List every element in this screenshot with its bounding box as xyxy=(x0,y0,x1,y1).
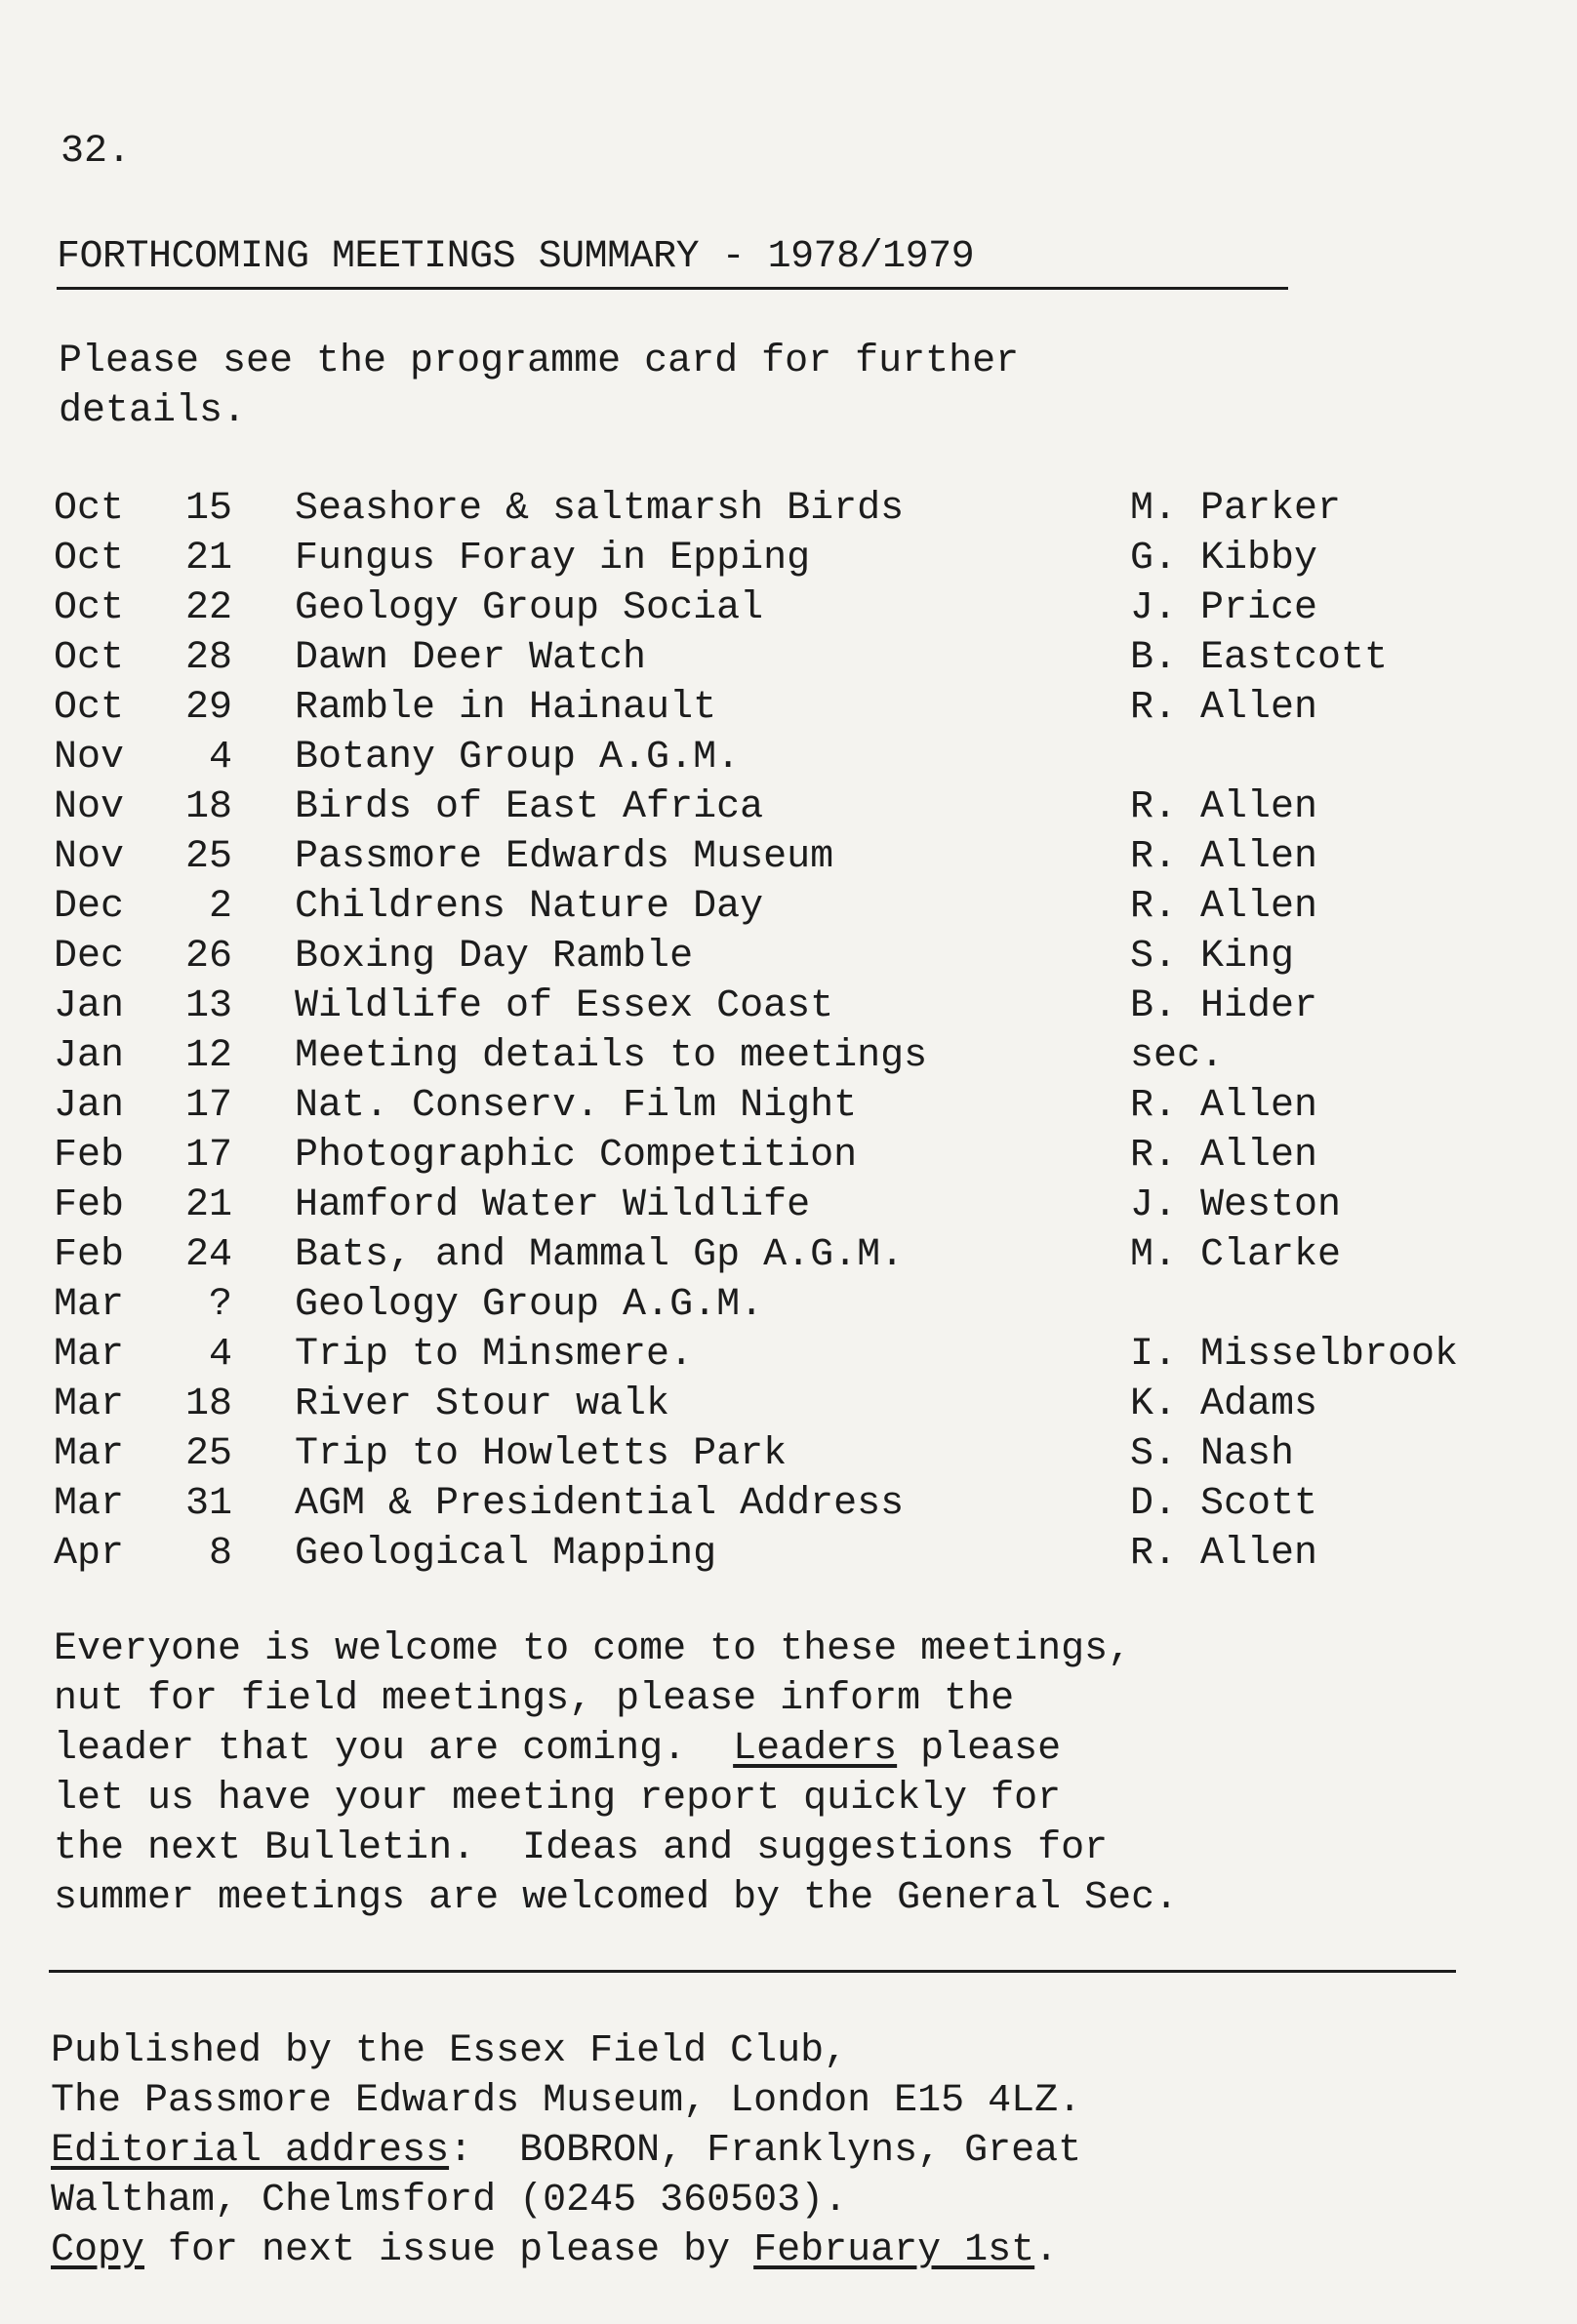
meeting-day: 15 xyxy=(184,487,232,531)
meeting-event: Boxing Day Ramble xyxy=(295,935,694,979)
paragraph-line: the next Bulletin. Ideas and suggestions for xyxy=(54,1826,1109,1870)
meeting-row xyxy=(54,633,1557,683)
meeting-month: Feb xyxy=(54,1233,125,1277)
meeting-row xyxy=(54,1031,1557,1081)
meeting-row xyxy=(54,484,1557,534)
meeting-row xyxy=(54,534,1557,583)
meeting-event: Birds of East Africa xyxy=(295,785,764,829)
meeting-day: 21 xyxy=(184,1183,232,1227)
meeting-row xyxy=(54,1131,1557,1181)
meeting-month: Nov xyxy=(54,785,125,829)
meeting-day: 17 xyxy=(184,1084,232,1128)
meeting-row xyxy=(54,832,1557,882)
editorial-address-label: Editorial address xyxy=(51,2129,450,2173)
meeting-day: 21 xyxy=(184,537,232,581)
page-number: 32. xyxy=(61,130,132,174)
meeting-leader: R. Allen xyxy=(1130,885,1318,929)
footer-line: : BOBRON, Franklyns, Great xyxy=(449,2129,1082,2173)
meeting-row xyxy=(54,932,1557,982)
meeting-row xyxy=(54,1380,1557,1429)
meeting-row xyxy=(54,683,1557,733)
meeting-leader: R. Allen xyxy=(1130,785,1318,829)
paragraph-line: summer meetings are welcomed by the General Sec. xyxy=(54,1876,1179,1920)
meeting-month: Oct xyxy=(54,586,125,630)
meeting-event: Fungus Foray in Epping xyxy=(295,537,811,581)
meeting-day: 4 xyxy=(208,1333,232,1377)
meeting-leader: S. Nash xyxy=(1130,1432,1295,1476)
meeting-month: Mar xyxy=(54,1382,125,1426)
meeting-event: Geology Group Social xyxy=(295,586,764,630)
meeting-event: Meeting details to meetings xyxy=(295,1034,928,1078)
meeting-month: Dec xyxy=(54,935,125,979)
footer-line: . xyxy=(1034,2228,1059,2272)
meeting-day: 13 xyxy=(184,984,232,1028)
meeting-leader: B. Eastcott xyxy=(1130,636,1389,680)
meeting-month: Dec xyxy=(54,885,125,929)
meeting-month: Oct xyxy=(54,686,125,730)
page-title: FORTHCOMING MEETINGS SUMMARY - 1978/1979 xyxy=(57,235,975,279)
meeting-month: Jan xyxy=(54,1084,125,1128)
footer-line: for next issue please by xyxy=(144,2228,754,2272)
paragraph-line: nut for field meetings, please inform the xyxy=(54,1677,1015,1721)
meeting-month: Mar xyxy=(54,1333,125,1377)
meeting-leader: M. Clarke xyxy=(1130,1233,1342,1277)
meeting-leader: R. Allen xyxy=(1130,835,1318,879)
meeting-day: 31 xyxy=(184,1482,232,1526)
meeting-event: Wildlife of Essex Coast xyxy=(295,984,834,1028)
meeting-month: Nov xyxy=(54,835,125,879)
meeting-event: AGM & Presidential Address xyxy=(295,1482,905,1526)
meeting-event: Dawn Deer Watch xyxy=(295,636,647,680)
meeting-day: 22 xyxy=(184,586,232,630)
meeting-leader: sec. xyxy=(1130,1034,1225,1078)
meeting-day: 17 xyxy=(184,1134,232,1178)
welcome-paragraph xyxy=(54,1624,1178,1923)
intro-line: details. xyxy=(59,389,247,433)
meeting-event: Trip to Minsmere. xyxy=(295,1333,694,1377)
meeting-month: Feb xyxy=(54,1183,125,1227)
meeting-event: River Stour walk xyxy=(295,1382,670,1426)
copy-label: Copy xyxy=(51,2228,145,2272)
meeting-day: 25 xyxy=(184,1432,232,1476)
meeting-leader: R. Allen xyxy=(1130,686,1318,730)
meeting-event: Photographic Competition xyxy=(295,1134,858,1178)
meeting-row xyxy=(54,733,1557,782)
meeting-day: 25 xyxy=(184,835,232,879)
meeting-day: 18 xyxy=(184,785,232,829)
meeting-day: 26 xyxy=(184,935,232,979)
meeting-month: Oct xyxy=(54,636,125,680)
meeting-month: Apr xyxy=(54,1532,125,1576)
paragraph-line: let us have your meeting report quickly for xyxy=(54,1777,1062,1821)
meeting-month: Mar xyxy=(54,1482,125,1526)
meeting-row xyxy=(54,782,1557,832)
meeting-day: 18 xyxy=(184,1382,232,1426)
meeting-day: 29 xyxy=(184,686,232,730)
footer-line: Published by the Essex Field Club, xyxy=(51,2029,848,2073)
meeting-event: Hamford Water Wildlife xyxy=(295,1183,811,1227)
meeting-event: Seashore & saltmarsh Birds xyxy=(295,487,905,531)
meeting-row xyxy=(54,1081,1557,1131)
meeting-event: Geology Group A.G.M. xyxy=(295,1283,764,1327)
meeting-row xyxy=(54,583,1557,633)
meeting-row xyxy=(54,1529,1557,1579)
meeting-leader: R. Allen xyxy=(1130,1532,1318,1576)
meeting-row xyxy=(54,1181,1557,1230)
meeting-leader: B. Hider xyxy=(1130,984,1318,1028)
meeting-event: Trip to Howletts Park xyxy=(295,1432,788,1476)
meeting-month: Jan xyxy=(54,1034,125,1078)
meetings-schedule xyxy=(54,484,1557,1579)
meeting-month: Oct xyxy=(54,487,125,531)
meeting-leader: R. Allen xyxy=(1130,1134,1318,1178)
meeting-event: Botany Group A.G.M. xyxy=(295,736,741,780)
meeting-day: 2 xyxy=(208,885,232,929)
meeting-leader: K. Adams xyxy=(1130,1382,1318,1426)
meeting-day: 4 xyxy=(208,736,232,780)
meeting-event: Ramble in Hainault xyxy=(295,686,717,730)
meeting-leader: J. Price xyxy=(1130,586,1318,630)
meeting-leader: R. Allen xyxy=(1130,1084,1318,1128)
meeting-month: Nov xyxy=(54,736,125,780)
meeting-row xyxy=(54,1429,1557,1479)
meeting-row xyxy=(54,982,1557,1031)
meeting-month: Oct xyxy=(54,537,125,581)
meeting-row xyxy=(54,1330,1557,1380)
footer-divider xyxy=(49,1970,1456,1973)
footer-line: The Passmore Edwards Museum, London E15 4LZ. xyxy=(51,2079,1082,2123)
footer-line: Waltham, Chelmsford (0245 360503). xyxy=(51,2179,848,2223)
meeting-day: 24 xyxy=(184,1233,232,1277)
meeting-day: 12 xyxy=(184,1034,232,1078)
paragraph-line: Everyone is welcome to come to these meetings, xyxy=(54,1627,1132,1671)
meeting-leader: D. Scott xyxy=(1130,1482,1318,1526)
meeting-month: Mar xyxy=(54,1283,125,1327)
meeting-month: Feb xyxy=(54,1134,125,1178)
meeting-row xyxy=(54,1479,1557,1529)
meeting-day: ? xyxy=(208,1283,232,1327)
meeting-row xyxy=(54,1230,1557,1280)
meeting-event: Passmore Edwards Museum xyxy=(295,835,834,879)
publisher-footer xyxy=(51,2026,1081,2275)
meeting-leader: M. Parker xyxy=(1130,487,1342,531)
meeting-event: Nat. Conserv. Film Night xyxy=(295,1084,858,1128)
intro-line: Please see the programme card for further xyxy=(59,340,1020,383)
meeting-leader: S. King xyxy=(1130,935,1295,979)
meeting-leader: I. Misselbrook xyxy=(1130,1333,1459,1377)
meeting-leader: J. Weston xyxy=(1130,1183,1342,1227)
meeting-event: Childrens Nature Day xyxy=(295,885,764,929)
meeting-day: 28 xyxy=(184,636,232,680)
meeting-event: Geological Mapping xyxy=(295,1532,717,1576)
meeting-row xyxy=(54,882,1557,932)
title-underline xyxy=(57,287,1288,290)
meeting-event: Bats, and Mammal Gp A.G.M. xyxy=(295,1233,905,1277)
leaders-underlined: Leaders xyxy=(733,1727,898,1771)
meeting-day: 8 xyxy=(208,1532,232,1576)
meeting-month: Mar xyxy=(54,1432,125,1476)
meeting-leader: G. Kibby xyxy=(1130,537,1318,581)
deadline-date: February 1st xyxy=(753,2228,1035,2272)
meeting-month: Jan xyxy=(54,984,125,1028)
intro-text xyxy=(59,337,1019,436)
paragraph-line: leader that you are coming. xyxy=(54,1727,734,1771)
meeting-row xyxy=(54,1280,1557,1330)
paragraph-line: please xyxy=(897,1727,1062,1771)
